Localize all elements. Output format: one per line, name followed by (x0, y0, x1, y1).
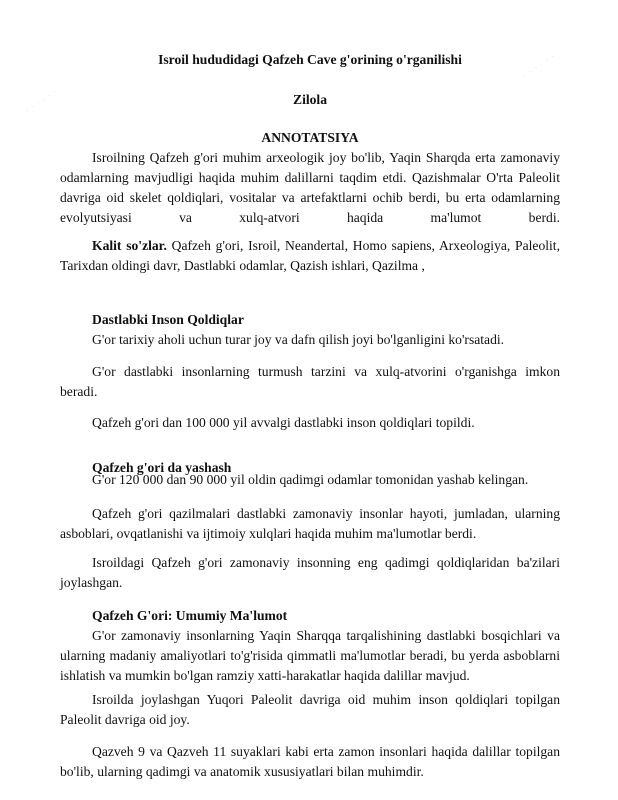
section-paragraph: Qafzeh g'ori qazilmalari dastlabki zamonaviy insonlar hayoti, jumladan, ularning asboblari, ovqatlanishi va ijtimoiy xulqlari haqida muhim ma'lumotlar berdi. (60, 506, 560, 541)
section-heading: Qafzeh g'ori da yashash (92, 460, 232, 475)
section-paragraph: Qazveh 9 va Qazveh 11 suyaklari kabi erta zamon insonlari haqida dalillar topilgan bo'lib, ularning qadimgi va anatomik xususiyatlari bilan muhimdir. (60, 744, 560, 779)
section-paragraph: G'or dastlabki insonlarning turmush tarzini va xulq-atvorini o'rganishga imkon beradi. (60, 364, 560, 399)
watermark: · · · · · · (519, 50, 558, 82)
keywords-text: Qafzeh g'ori, Isroil, Neandertal, Homo sapiens, Arxeologiya, Paleolit, Tarixdan oldingi davr, Dastlabki odamlar, Qazish ishlari, Qazilma , (60, 238, 560, 273)
annotation-heading: ANNOTATSIYA (261, 130, 359, 145)
watermark: · · · · · · (21, 85, 60, 117)
section-heading: Qafzeh G'ori: Umumiy Ma'lumot (92, 608, 288, 623)
keywords-label: Kalit so'zlar. (92, 238, 167, 253)
section-paragraph: Qafzeh g'ori dan 100 000 yil avvalgi dastlabki inson qoldiqlari topildi. (92, 415, 475, 430)
section-paragraph: Isroilda joylashgan Yuqori Paleolit davriga oid muhim inson qoldiqlari topilgan Paleolit davriga oid joy. (60, 692, 560, 727)
section-paragraph: G'or tarixiy aholi uchun turar joy va dafn qilish joyi bo'lganligini ko'rsatadi. (92, 332, 505, 347)
keywords-paragraph (60, 236, 560, 276)
annotation-body: Isroilning Qafzeh g'ori muhim arxeologik joy bo'lib, Yaqin Sharqda erta zamonaviy odamlarning mavjudligi haqida muhim dalillarni taqdim etdi. Qazishmalar O'rta Paleolit davriga oid skelet qoldiqlari, vositalar va artefaktlarni ochib berdi, bu erta odamlarning evolyutsiyasi va xulq-atvori haqida ma'lumot berdi. (60, 150, 560, 225)
section-heading: Dastlabki Inson Qoldiqlar (92, 312, 244, 327)
section-paragraph: G'or 120 000 dan 90 000 yil oldin qadimgi odamlar tomonidan yashab kelingan. (92, 472, 529, 487)
section-paragraph: G'or zamonaviy insonlarning Yaqin Sharqqa tarqalishining dastlabki bosqichlari va ularning madaniy amaliyotlari to'g'risida qimmatli ma'lumotlar beradi, bu yerda asboblarni ishlatish va mumkin bo'lgan ramziy xatti-harakatlar haqida dalillar mavjud. (60, 628, 560, 683)
document-title: Isroil hududidagi Qafzeh Cave g'orining o'rganilishi (158, 52, 462, 67)
document-author: Zilola (293, 92, 327, 107)
section-paragraph: Isroildagi Qafzeh g'ori zamonaviy insonning eng qadimgi qoldiqlaridan ba'zilari joylashgan. (60, 555, 560, 590)
